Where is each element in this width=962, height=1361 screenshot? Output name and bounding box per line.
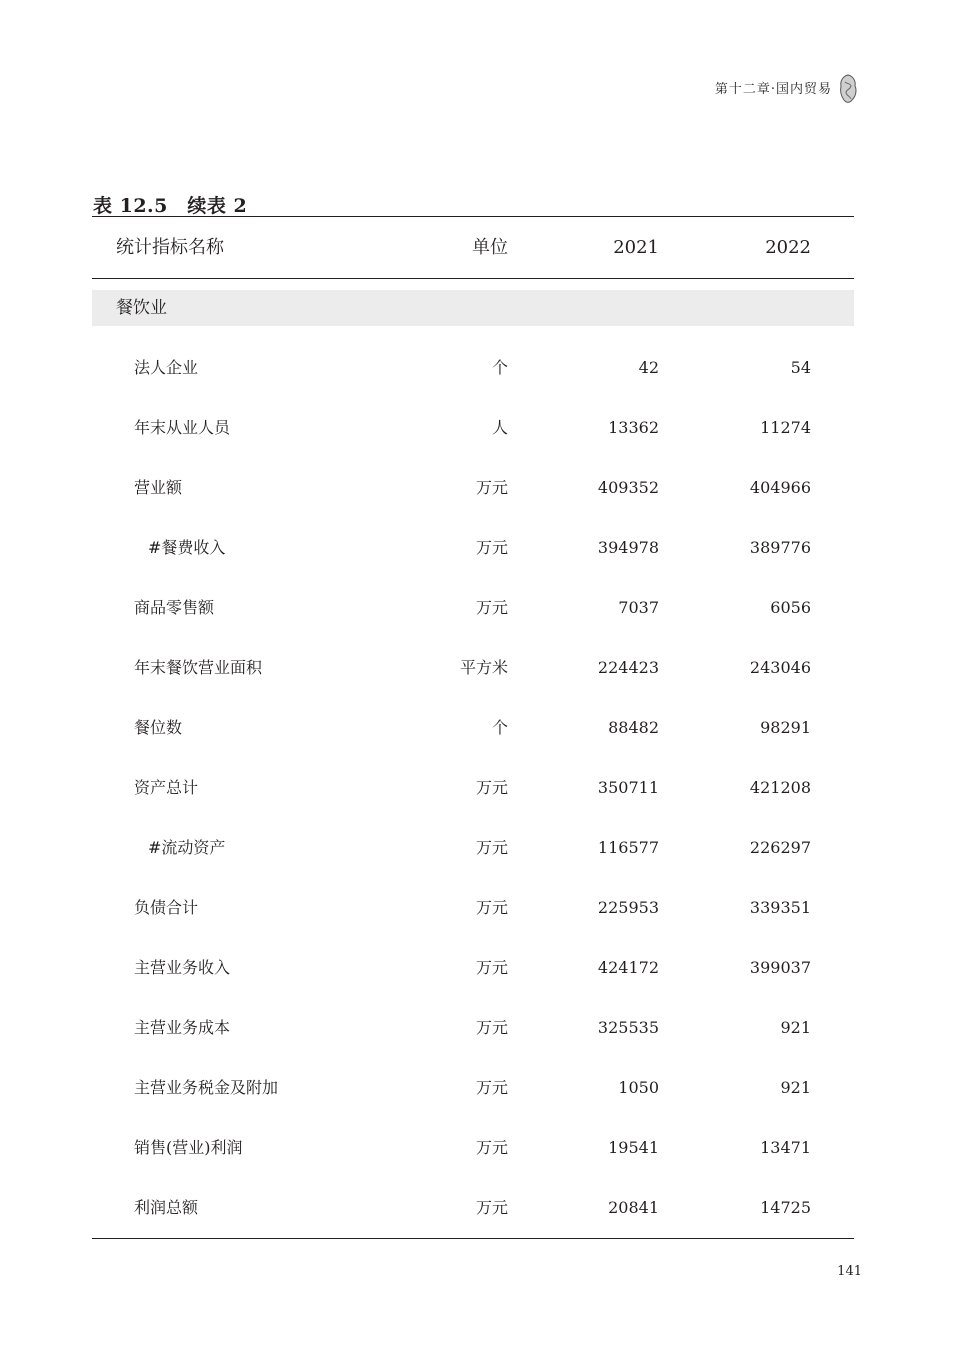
table-row bbox=[92, 1013, 854, 1043]
row-unit-cell: 万元 bbox=[475, 1138, 508, 1157]
row-name-cell: 餐位数 bbox=[134, 718, 183, 737]
row-unit-cell: 万元 bbox=[475, 838, 508, 857]
row-2021-cell: 325535 bbox=[597, 1018, 659, 1037]
table-row bbox=[92, 1193, 854, 1223]
row-unit-cell: 万元 bbox=[475, 598, 508, 617]
row-name-cell: #餐费收入 bbox=[148, 538, 226, 557]
table-row bbox=[92, 413, 854, 443]
table-row bbox=[92, 953, 854, 983]
table-row bbox=[92, 1133, 854, 1163]
table-row bbox=[92, 833, 854, 863]
table-row bbox=[92, 473, 854, 503]
row-unit-cell: 万元 bbox=[475, 1018, 508, 1037]
table-row bbox=[92, 713, 854, 743]
row-2022-cell: 11274 bbox=[760, 418, 811, 437]
row-2021-cell: 225953 bbox=[597, 898, 659, 917]
row-2021-cell: 20841 bbox=[608, 1198, 659, 1217]
table-row bbox=[92, 1073, 854, 1103]
section-header-band bbox=[92, 290, 854, 326]
row-unit-cell: 万元 bbox=[475, 778, 508, 797]
column-header-unit: 单位 bbox=[472, 237, 508, 258]
column-header-2021: 2021 bbox=[613, 237, 659, 258]
row-2021-cell: 7037 bbox=[618, 598, 659, 617]
row-unit-cell: 万元 bbox=[475, 1078, 508, 1097]
table-top-rule bbox=[92, 216, 854, 217]
row-unit-cell: 万元 bbox=[475, 478, 508, 497]
row-2022-cell: 921 bbox=[780, 1078, 811, 1097]
row-unit-cell: 个 bbox=[491, 358, 508, 377]
table-row bbox=[92, 533, 854, 563]
row-2021-cell: 409352 bbox=[597, 478, 659, 497]
row-2021-cell: 224423 bbox=[597, 658, 659, 677]
table-row bbox=[92, 593, 854, 623]
table-row bbox=[92, 773, 854, 803]
row-name-cell: 负债合计 bbox=[134, 898, 199, 917]
table-caption: 表 12.5 续表 2 bbox=[93, 195, 248, 217]
row-unit-cell: 万元 bbox=[475, 1198, 508, 1217]
row-2021-cell: 19541 bbox=[608, 1138, 659, 1157]
row-2022-cell: 6056 bbox=[770, 598, 811, 617]
page-number: 141 bbox=[837, 1264, 862, 1279]
row-2021-cell: 350711 bbox=[597, 778, 659, 797]
row-2022-cell: 14725 bbox=[760, 1198, 811, 1217]
table-header-row bbox=[92, 232, 854, 264]
row-unit-cell: 万元 bbox=[475, 958, 508, 977]
section-label: 餐饮业 bbox=[116, 298, 167, 318]
row-name-cell: 利润总额 bbox=[134, 1198, 199, 1217]
row-2021-cell: 13362 bbox=[608, 418, 659, 437]
row-2022-cell: 921 bbox=[780, 1018, 811, 1037]
column-header-name: 统计指标名称 bbox=[116, 237, 224, 258]
row-unit-cell: 万元 bbox=[475, 538, 508, 557]
row-unit-cell: 人 bbox=[491, 418, 508, 437]
row-name-cell: 主营业务收入 bbox=[134, 958, 231, 977]
row-2022-cell: 98291 bbox=[760, 718, 811, 737]
row-name-cell: 销售(营业)利润 bbox=[134, 1138, 243, 1157]
row-2022-cell: 226297 bbox=[749, 838, 811, 857]
row-name-cell: 商品零售额 bbox=[134, 598, 215, 617]
row-2022-cell: 339351 bbox=[749, 898, 811, 917]
row-2022-cell: 399037 bbox=[749, 958, 811, 977]
table-header-rule bbox=[92, 278, 854, 279]
row-name-cell: 主营业务税金及附加 bbox=[134, 1078, 279, 1097]
row-2021-cell: 42 bbox=[638, 358, 659, 377]
row-2021-cell: 116577 bbox=[597, 838, 659, 857]
row-name-cell: #流动资产 bbox=[148, 838, 226, 857]
table-row bbox=[92, 653, 854, 683]
row-unit-cell: 万元 bbox=[475, 898, 508, 917]
row-2021-cell: 424172 bbox=[597, 958, 659, 977]
row-2021-cell: 394978 bbox=[597, 538, 659, 557]
row-name-cell: 法人企业 bbox=[134, 358, 199, 377]
row-2022-cell: 404966 bbox=[749, 478, 811, 497]
row-unit-cell: 个 bbox=[491, 718, 508, 737]
row-name-cell: 年末餐饮营业面积 bbox=[134, 658, 263, 677]
row-unit-cell: 平方米 bbox=[459, 658, 508, 677]
row-name-cell: 营业额 bbox=[134, 478, 183, 497]
chapter-emblem-icon bbox=[838, 74, 858, 104]
table-row bbox=[92, 353, 854, 383]
row-2022-cell: 421208 bbox=[749, 778, 811, 797]
row-name-cell: 主营业务成本 bbox=[134, 1018, 231, 1037]
row-name-cell: 年末从业人员 bbox=[134, 418, 231, 437]
row-2022-cell: 54 bbox=[790, 358, 811, 377]
row-2022-cell: 389776 bbox=[749, 538, 811, 557]
table-row bbox=[92, 893, 854, 923]
row-2022-cell: 13471 bbox=[760, 1138, 811, 1157]
table-bottom-rule bbox=[92, 1238, 854, 1239]
row-2021-cell: 1050 bbox=[618, 1078, 659, 1097]
row-2022-cell: 243046 bbox=[749, 658, 811, 677]
column-header-2022: 2022 bbox=[765, 237, 811, 258]
row-name-cell: 资产总计 bbox=[134, 778, 199, 797]
row-2021-cell: 88482 bbox=[608, 718, 659, 737]
running-head-title: 第十二章·国内贸易 bbox=[714, 82, 832, 97]
